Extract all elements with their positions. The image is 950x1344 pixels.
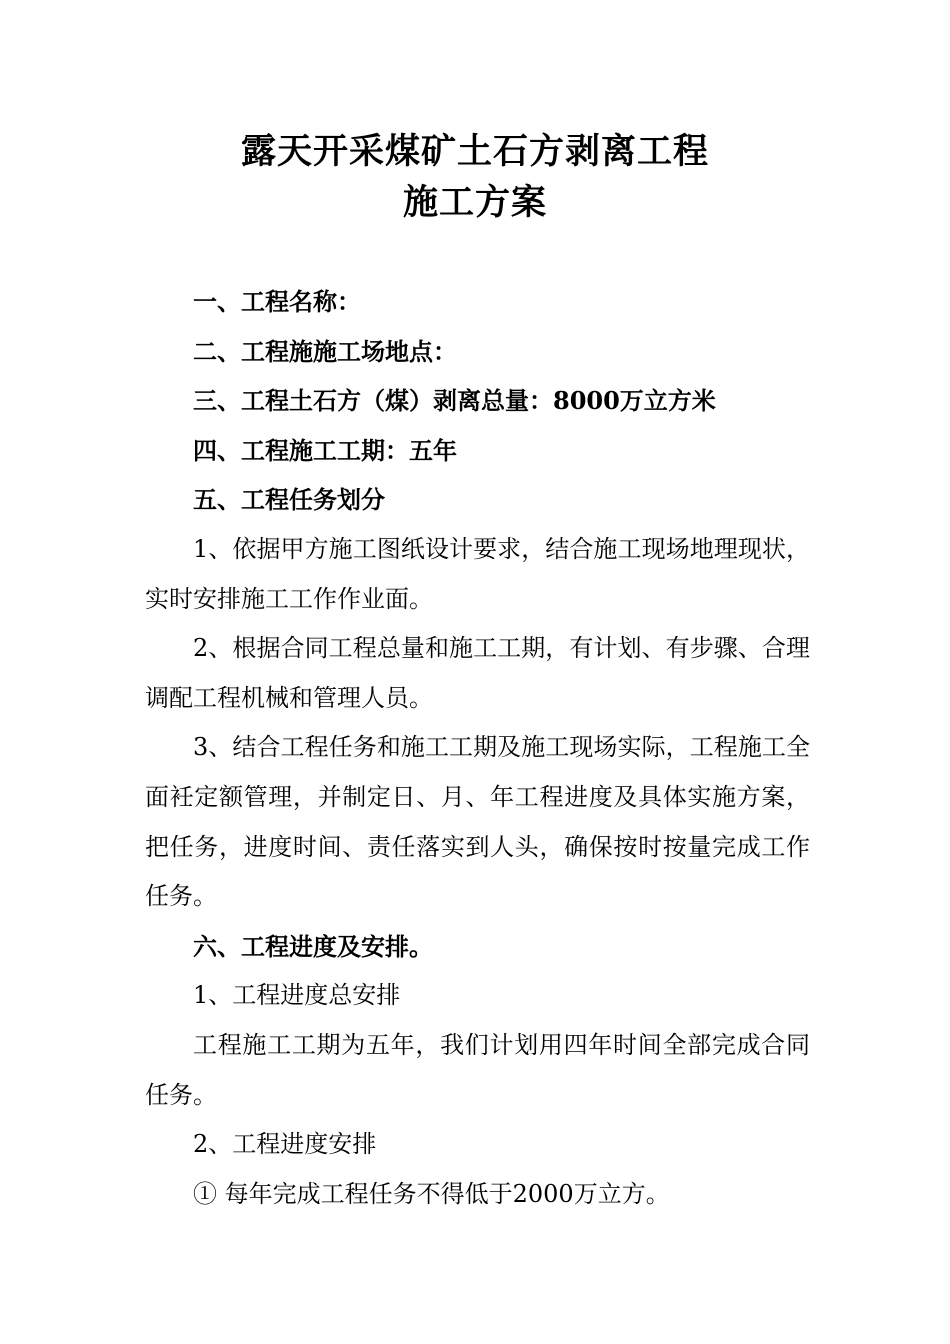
section-heading-project-name: 一、工程名称： (193, 287, 361, 316)
paragraph-task-item-3: 3、结合工程任务和施工工期及施工现场实际，工程施工全面衽定额管理，并制定日、月、年工程进度及具体实施方案，把任务，进度时间、责任落实到人头，确保按时按量完成工作任务。 (145, 733, 810, 911)
section-heading-construction-period: 四、工程施工工期：五年 (193, 435, 457, 465)
section-heading-site-location: 二、工程施施工场地点： (193, 336, 457, 366)
section-heading-task-division: 五、工程任务划分 (193, 485, 385, 515)
section-heading-total-volume: 三、工程土石方（煤）剥离总量：8000万立方米 (193, 386, 716, 416)
paragraph-schedule-annual: ① 每年完成工程任务不得低于2000万立方。 (193, 1179, 670, 1208)
paragraph-schedule-overall: 工程施工工期为五年，我们计划用四年时间全部完成合同任务。 (145, 1030, 810, 1109)
document-title-line-1: 露天开采煤矿土石方剥离工程 (240, 131, 709, 172)
paragraph-task-item-2: 2、根据合同工程总量和施工工期，有计划、有步骤、合理调配工程机械和管理人员。 (145, 634, 810, 712)
section-heading-schedule: 六、工程进度及安排。 (193, 931, 433, 961)
paragraph-schedule-heading-1: 1、工程进度总安排 (193, 981, 401, 1010)
document-body (145, 277, 810, 1219)
paragraph-schedule-heading-2: 2、工程进度安排 (193, 1130, 377, 1159)
paragraph-task-item-1: 1、依据甲方施工图纸设计要求，结合施工现场地理现状，实时安排施工工作作业面。 (145, 534, 810, 613)
document-title-line-2: 施工方案 (402, 182, 547, 223)
